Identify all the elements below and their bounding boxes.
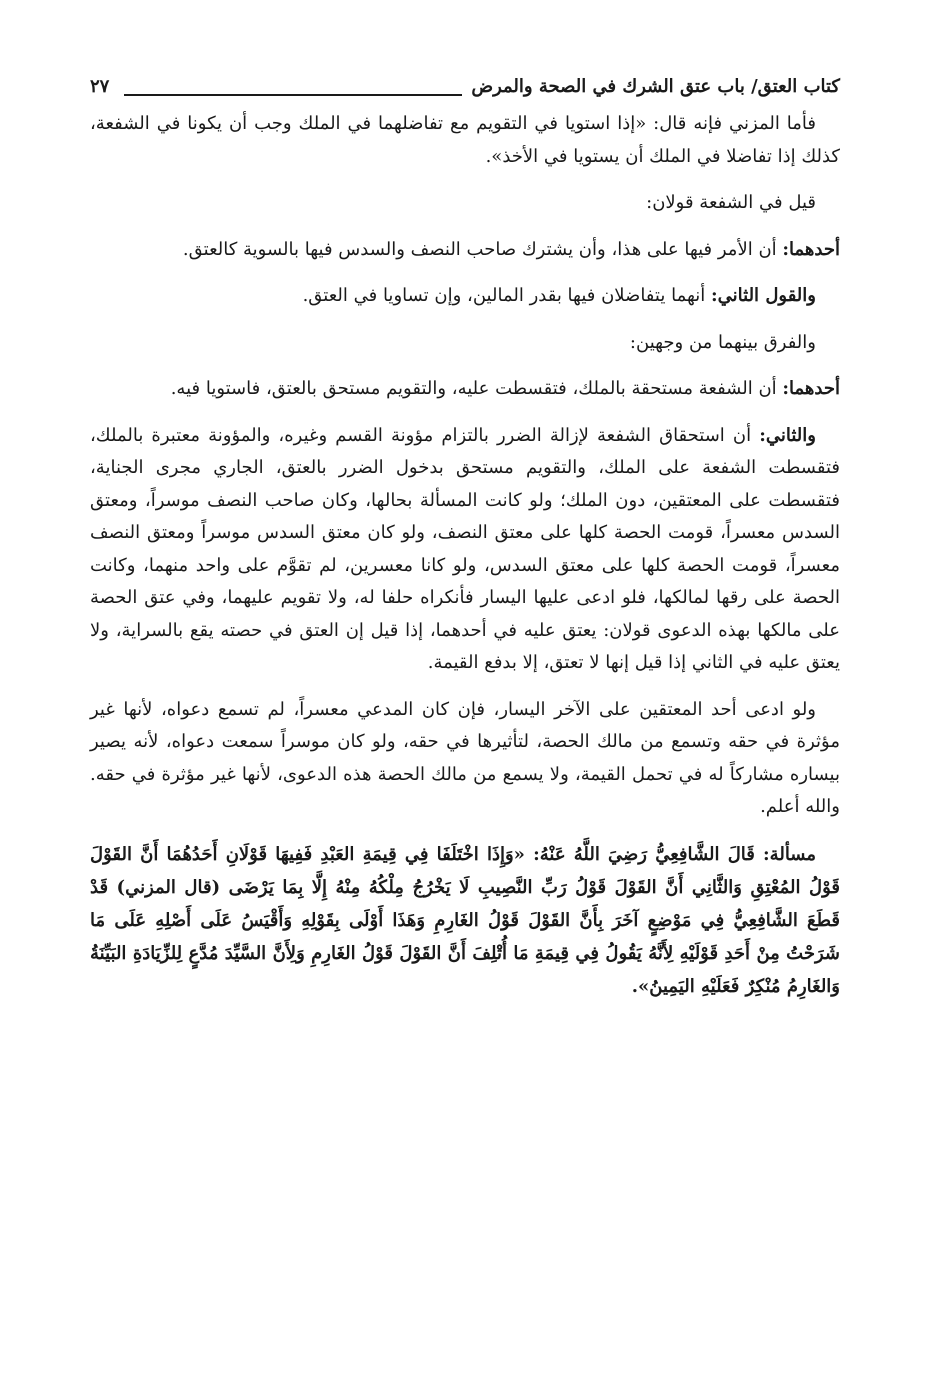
paragraph-text: أن الشفعة مستحقة بالملك، فتقسطت عليه، والتقويم مستحق بالعتق، فاستويا فيه. bbox=[170, 378, 783, 399]
running-header bbox=[90, 72, 840, 108]
book-page bbox=[90, 72, 840, 1017]
paragraph-text: أنهما يتفاضلان فيها بقدر المالين، وإن تساويا في العتق. bbox=[302, 285, 711, 306]
header-rule bbox=[124, 94, 462, 96]
paragraph-claim bbox=[90, 694, 840, 824]
paragraph-muzani bbox=[90, 108, 840, 173]
paragraph-text: قيل في الشفعة قولان: bbox=[646, 192, 816, 213]
paragraph-difference bbox=[90, 327, 840, 360]
paragraph-two-opinions bbox=[90, 187, 840, 220]
paragraph-text: والفرق بينهما من وجهين: bbox=[629, 331, 816, 353]
page-number: ٢٧ bbox=[90, 76, 110, 97]
paragraph-lead: أحدهما: bbox=[782, 378, 840, 399]
page-body bbox=[90, 108, 840, 1003]
paragraph-text: أن الأمر فيها على هذا، وأن يشترك صاحب النصف والسدس فيها بالسوية كالعتق. bbox=[182, 238, 783, 260]
masala-text: رَضِيَ اللَّهُ عَنْهُ: «وَإِذَا اخْتَلَفَا فِي قِيمَةِ العَبْدِ فَفِيهَا قَوْلَانِ أَحَدُهُمَا أَنَّ القَوْلَ قَوْلُ المُعْتِقِ وَالثَّانِي أَنَّ القَوْلَ قَوْلُ رَبِّ النَّصِيبِ لَا يَخْرُجُ مِلْكُهُ مِنْهُ إِلَّا بِمَا يَرْضَى (قال المزني) قَدْ قَطَعَ الشَّافِعِيُّ فِي مَوْضِعٍ آخَرَ بِأَنَّ القَوْلَ قَوْلُ الغَارِمِ وَهَذَا أَوْلَى بِقَوْلِهِ وَأَقْيَسُ عَلَى أَصْلِهِ عَلَى مَا شَرَحْتُ مِنْ أَحَدِ قَوْلَيْهِ لِأَنَّهُ يَقُولُ فِي قِيمَةِ مَا أُتْلِفَ أَنَّ القَوْلَ قَوْلُ الغَارِمِ وَلِأَنَّ السَّيِّدَ مُدَّعٍ لِلزِّيَادَةِ البَيِّنَةُ وَالغَارِمُ مُنْكِرٌ فَعَلَيْهِ اليَمِينُ». bbox=[90, 843, 840, 997]
masala-section bbox=[90, 838, 840, 1003]
paragraph-text: فأما المزني فإنه قال: «إذا استويا في التقويم مع تفاضلهما في الملك وجب أن يكونا في الشفعة، كذلك إذا تفاضلا في الملك أن يستويا في الأخذ». bbox=[90, 113, 840, 167]
paragraph-text: أن استحقاق الشفعة لإزالة الضرر بالتزام مؤونة القسم وغيره، والمؤونة معتبرة بالملك، فتقسطت الشفعة على الملك، والتقويم مستحق بدخول الضرر بالعتق، الجاري مجرى الجناية، فتقسطت على المعتقين، دون الملك؛ ولو كانت المسألة بحالها، وكان صاحب النصف موسراً، ومعتق السدس معسراً، قومت الحصة كلها على معتق النصف، ولو كان معتق السدس موسراً ومعتق النصف معسراً، قومت الحصة كلها على معتق السدس، ولو كانا معسرين، لم تقوَّم على واحد منهما، وكانت الحصة على رقها لمالكها، فلو ادعى عليها اليسار فأنكراه حلفا له، ولا تقويم عليهما، وفي عتق الحصة على مالكها بهذه الدعوى قولان: يعتق عليه في أحدهما، إذا قيل إن العتق في حصته يقع بالسراية، ولا يعتق عليه في الثاني إذا قيل إنها لا تعتق، إلا بدفع القيمة. bbox=[90, 424, 840, 673]
paragraph-lead: أحدهما: bbox=[782, 238, 840, 260]
paragraph-text: ولو ادعى أحد المعتقين على الآخر اليسار، فإن كان المدعي معسراً، لم تسمع دعواه، لأنها غير مؤثرة في حقه وتسمع من مالك الحصة، لتأثيرها في حقه، ولو كان موسراً سمعت دعواه، لأنه يصير بيساره مشاركاً له في تحمل القيمة، ولا يسمع من مالك الحصة هذه الدعوى، لأنها غير مؤثرة في حقه. والله أعلم. bbox=[90, 698, 840, 817]
paragraph-lead: والقول الثاني: bbox=[711, 285, 816, 306]
masala-lead: مسألة: قَالَ الشَّافِعِيُّ bbox=[655, 843, 817, 865]
paragraph-second-opinion bbox=[90, 280, 840, 313]
paragraph-first-reason bbox=[90, 373, 840, 406]
paragraph-first-opinion bbox=[90, 234, 840, 267]
paragraph-second-reason bbox=[90, 420, 840, 680]
chapter-title: كتاب العتق/ باب عتق الشرك في الصحة والمرض bbox=[471, 76, 840, 97]
paragraph-lead: والثاني: bbox=[759, 424, 816, 446]
